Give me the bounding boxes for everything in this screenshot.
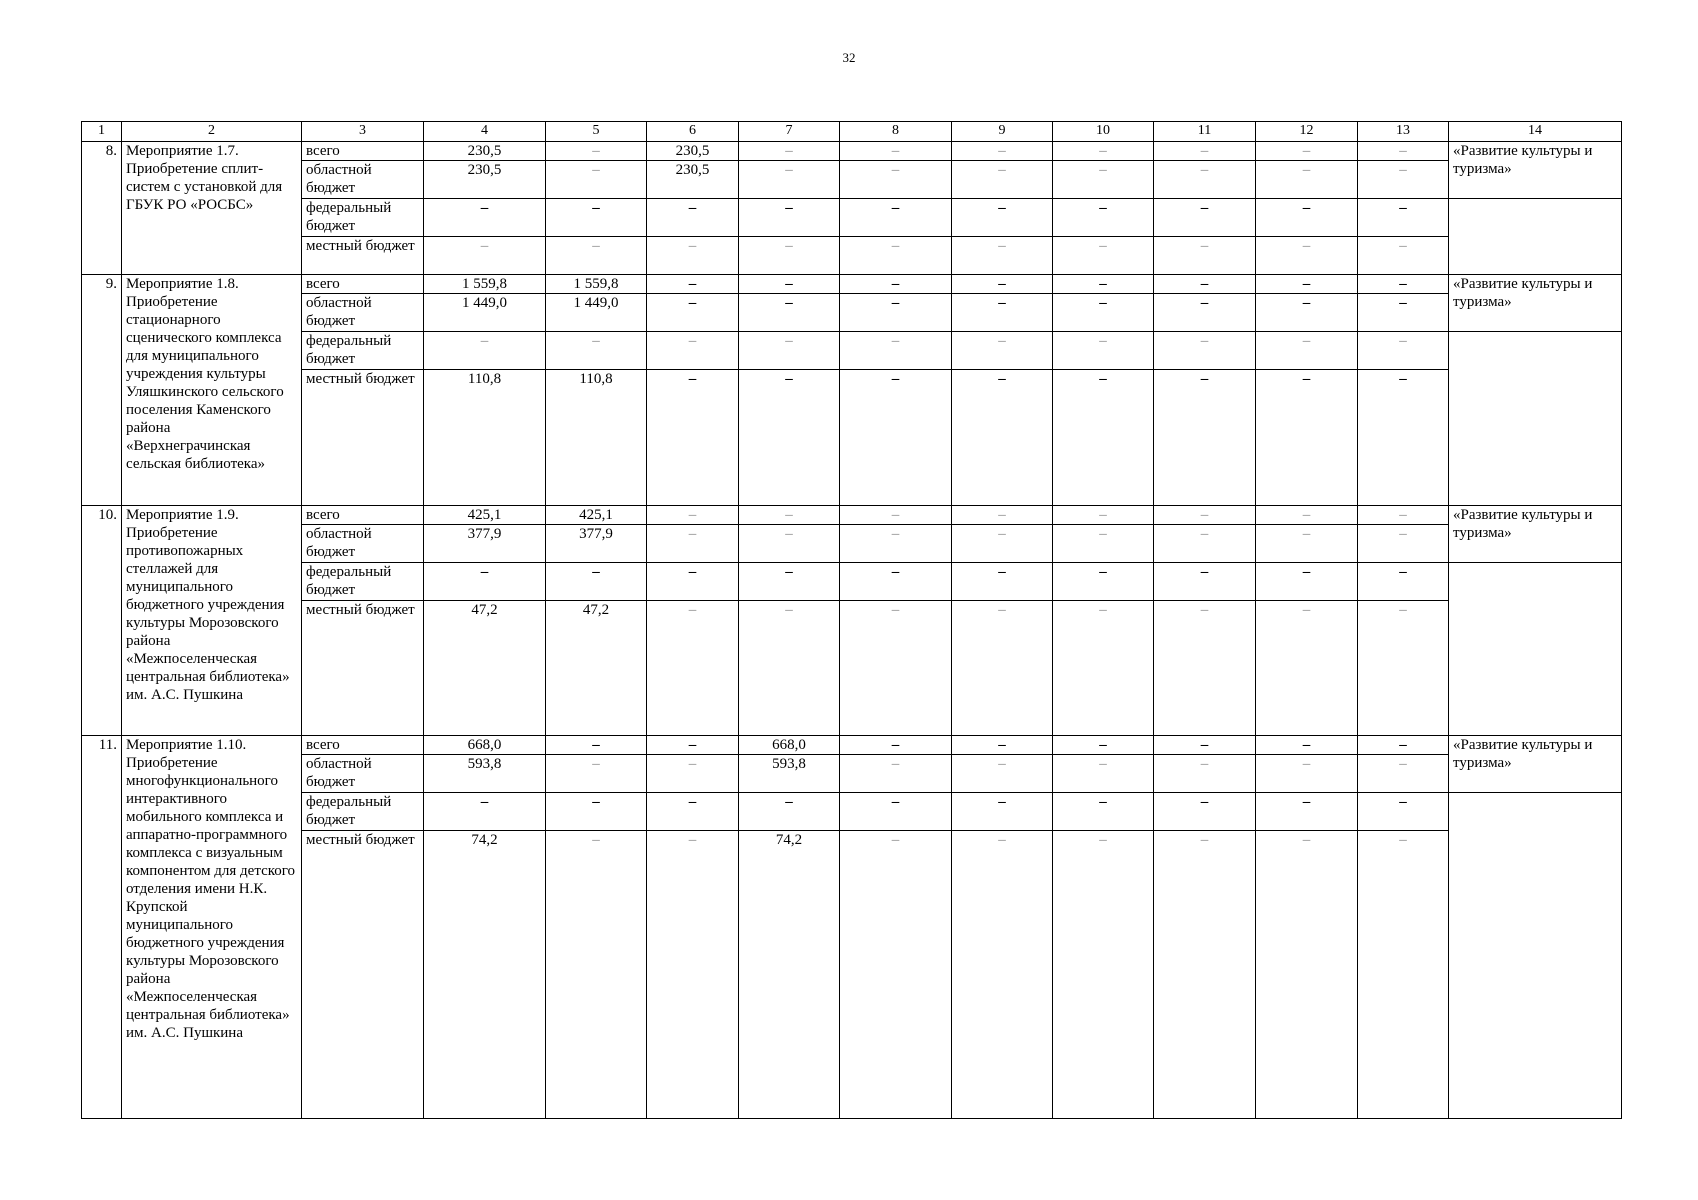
row-number: 8.: [82, 142, 122, 275]
subprogram-name: «Развитие культуры и туризма»: [1449, 275, 1622, 332]
empty-value-cell: –: [647, 199, 739, 237]
subprogram-name: «Развитие культуры и туризма»: [1449, 736, 1622, 793]
empty-value-cell: –: [840, 831, 952, 1119]
empty-value-cell: –: [1358, 755, 1449, 793]
empty-value-cell: –: [546, 831, 647, 1119]
empty-value-cell: –: [1256, 332, 1358, 370]
subprogram-empty-cell: [1449, 793, 1622, 1119]
column-header: 6: [647, 122, 739, 142]
empty-value-cell: –: [1053, 506, 1154, 525]
empty-value-cell: –: [647, 601, 739, 736]
table-row: [82, 142, 1622, 161]
value-cell: 1 559,8: [546, 275, 647, 294]
funding-source: федеральный бюджет: [302, 793, 424, 831]
empty-value-cell: –: [952, 831, 1053, 1119]
value-cell: 668,0: [739, 736, 840, 755]
empty-value-cell: –: [546, 563, 647, 601]
empty-value-cell: –: [546, 332, 647, 370]
empty-value-cell: –: [1053, 525, 1154, 563]
value-cell: 1 559,8: [424, 275, 546, 294]
empty-value-cell: –: [739, 275, 840, 294]
row-number: 11.: [82, 736, 122, 1119]
empty-value-cell: –: [1053, 161, 1154, 199]
empty-value-cell: –: [1154, 736, 1256, 755]
empty-value-cell: –: [1053, 831, 1154, 1119]
empty-value-cell: –: [1256, 506, 1358, 525]
empty-value-cell: –: [952, 736, 1053, 755]
empty-value-cell: –: [424, 563, 546, 601]
empty-value-cell: –: [1154, 755, 1256, 793]
empty-value-cell: –: [1358, 525, 1449, 563]
funding-source: всего: [302, 506, 424, 525]
row-number: 9.: [82, 275, 122, 506]
column-header: 4: [424, 122, 546, 142]
value-cell: 425,1: [546, 506, 647, 525]
empty-value-cell: –: [840, 294, 952, 332]
empty-value-cell: –: [739, 237, 840, 275]
empty-value-cell: –: [739, 793, 840, 831]
empty-value-cell: –: [1358, 370, 1449, 506]
empty-value-cell: –: [546, 142, 647, 161]
column-header: 8: [840, 122, 952, 142]
column-header: 13: [1358, 122, 1449, 142]
value-cell: 377,9: [424, 525, 546, 563]
value-cell: 1 449,0: [546, 294, 647, 332]
subprogram-name: «Развитие культуры и туризма»: [1449, 142, 1622, 199]
table-row: [82, 199, 1622, 237]
empty-value-cell: –: [1256, 525, 1358, 563]
funding-source: местный бюджет: [302, 601, 424, 736]
table-row: [82, 793, 1622, 831]
empty-value-cell: –: [647, 506, 739, 525]
empty-value-cell: –: [1053, 199, 1154, 237]
empty-value-cell: –: [840, 199, 952, 237]
empty-value-cell: –: [424, 199, 546, 237]
empty-value-cell: –: [739, 199, 840, 237]
empty-value-cell: –: [1358, 601, 1449, 736]
empty-value-cell: –: [1256, 601, 1358, 736]
empty-value-cell: –: [1358, 161, 1449, 199]
empty-value-cell: –: [647, 370, 739, 506]
empty-value-cell: –: [952, 142, 1053, 161]
empty-value-cell: –: [1154, 237, 1256, 275]
value-cell: 74,2: [424, 831, 546, 1119]
empty-value-cell: –: [739, 506, 840, 525]
empty-value-cell: –: [546, 199, 647, 237]
empty-value-cell: –: [739, 142, 840, 161]
activity-name: Мероприятие 1.9. Приобретение противопожарных стеллажей для муниципального бюджетного учреждения культуры Морозовского района «Межпоселенческая центральная библиотека» им. А.С. Пушкина: [122, 506, 302, 736]
empty-value-cell: –: [1053, 294, 1154, 332]
empty-value-cell: –: [1154, 199, 1256, 237]
column-header: 12: [1256, 122, 1358, 142]
empty-value-cell: –: [1358, 332, 1449, 370]
empty-value-cell: –: [1358, 736, 1449, 755]
table-row: [82, 736, 1622, 755]
value-cell: 230,5: [647, 161, 739, 199]
empty-value-cell: –: [1358, 237, 1449, 275]
value-cell: 110,8: [546, 370, 647, 506]
empty-value-cell: –: [424, 793, 546, 831]
empty-value-cell: –: [952, 755, 1053, 793]
budget-table: [81, 121, 1622, 1119]
empty-value-cell: –: [647, 275, 739, 294]
empty-value-cell: –: [1154, 831, 1256, 1119]
funding-source: всего: [302, 275, 424, 294]
empty-value-cell: –: [1256, 142, 1358, 161]
subprogram-name: «Развитие культуры и туризма»: [1449, 506, 1622, 563]
subprogram-empty-cell: [1449, 199, 1622, 275]
empty-value-cell: –: [952, 332, 1053, 370]
empty-value-cell: –: [1256, 370, 1358, 506]
empty-value-cell: –: [840, 736, 952, 755]
table-row: [82, 161, 1622, 199]
table-row: [82, 755, 1622, 793]
empty-value-cell: –: [840, 370, 952, 506]
value-cell: 47,2: [546, 601, 647, 736]
funding-source: областной бюджет: [302, 294, 424, 332]
column-header: 11: [1154, 122, 1256, 142]
empty-value-cell: –: [840, 275, 952, 294]
value-cell: 47,2: [424, 601, 546, 736]
column-header: 7: [739, 122, 840, 142]
empty-value-cell: –: [952, 294, 1053, 332]
empty-value-cell: –: [840, 237, 952, 275]
value-cell: 593,8: [424, 755, 546, 793]
funding-source: местный бюджет: [302, 237, 424, 275]
empty-value-cell: –: [1053, 563, 1154, 601]
empty-value-cell: –: [1154, 506, 1256, 525]
empty-value-cell: –: [840, 563, 952, 601]
empty-value-cell: –: [424, 237, 546, 275]
empty-value-cell: –: [952, 161, 1053, 199]
empty-value-cell: –: [1358, 275, 1449, 294]
empty-value-cell: –: [739, 563, 840, 601]
empty-value-cell: –: [840, 755, 952, 793]
empty-value-cell: –: [647, 525, 739, 563]
empty-value-cell: –: [1154, 275, 1256, 294]
subprogram-empty-cell: [1449, 563, 1622, 736]
value-cell: 425,1: [424, 506, 546, 525]
value-cell: 230,5: [424, 142, 546, 161]
empty-value-cell: –: [647, 294, 739, 332]
funding-source: областной бюджет: [302, 525, 424, 563]
empty-value-cell: –: [1256, 275, 1358, 294]
empty-value-cell: –: [1154, 370, 1256, 506]
empty-value-cell: –: [546, 161, 647, 199]
empty-value-cell: –: [952, 563, 1053, 601]
empty-value-cell: –: [647, 793, 739, 831]
empty-value-cell: –: [1154, 294, 1256, 332]
empty-value-cell: –: [1053, 142, 1154, 161]
empty-value-cell: –: [1358, 199, 1449, 237]
table-body: [82, 122, 1622, 1119]
value-cell: 74,2: [739, 831, 840, 1119]
empty-value-cell: –: [840, 332, 952, 370]
page-number: 32: [842, 50, 856, 65]
column-header: 5: [546, 122, 647, 142]
empty-value-cell: –: [647, 237, 739, 275]
empty-value-cell: –: [1053, 793, 1154, 831]
value-cell: 668,0: [424, 736, 546, 755]
empty-value-cell: –: [1154, 142, 1256, 161]
empty-value-cell: –: [1154, 563, 1256, 601]
table-row: [82, 370, 1622, 506]
empty-value-cell: –: [647, 332, 739, 370]
empty-value-cell: –: [739, 294, 840, 332]
funding-source: федеральный бюджет: [302, 563, 424, 601]
column-header: 14: [1449, 122, 1622, 142]
empty-value-cell: –: [952, 793, 1053, 831]
table-row: [82, 275, 1622, 294]
empty-value-cell: –: [1256, 294, 1358, 332]
empty-value-cell: –: [1154, 601, 1256, 736]
value-cell: 593,8: [739, 755, 840, 793]
row-number: 10.: [82, 506, 122, 736]
empty-value-cell: –: [647, 563, 739, 601]
empty-value-cell: –: [1256, 793, 1358, 831]
value-cell: 110,8: [424, 370, 546, 506]
empty-value-cell: –: [739, 161, 840, 199]
empty-value-cell: –: [952, 370, 1053, 506]
empty-value-cell: –: [546, 793, 647, 831]
empty-value-cell: –: [1154, 332, 1256, 370]
column-header: 2: [122, 122, 302, 142]
table-row: [82, 525, 1622, 563]
funding-source: местный бюджет: [302, 370, 424, 506]
empty-value-cell: –: [952, 237, 1053, 275]
empty-value-cell: –: [952, 601, 1053, 736]
funding-source: областной бюджет: [302, 755, 424, 793]
value-cell: 230,5: [647, 142, 739, 161]
table-row: [82, 237, 1622, 275]
empty-value-cell: –: [840, 525, 952, 563]
empty-value-cell: –: [1256, 831, 1358, 1119]
empty-value-cell: –: [840, 142, 952, 161]
empty-value-cell: –: [1053, 332, 1154, 370]
empty-value-cell: –: [1256, 736, 1358, 755]
value-cell: 1 449,0: [424, 294, 546, 332]
funding-source: всего: [302, 736, 424, 755]
empty-value-cell: –: [840, 506, 952, 525]
column-header: 10: [1053, 122, 1154, 142]
empty-value-cell: –: [1053, 601, 1154, 736]
empty-value-cell: –: [1358, 294, 1449, 332]
table-row: [82, 332, 1622, 370]
empty-value-cell: –: [1154, 793, 1256, 831]
empty-value-cell: –: [840, 793, 952, 831]
empty-value-cell: –: [739, 370, 840, 506]
table-row: [82, 294, 1622, 332]
funding-source: федеральный бюджет: [302, 332, 424, 370]
funding-source: местный бюджет: [302, 831, 424, 1119]
empty-value-cell: –: [424, 332, 546, 370]
empty-value-cell: –: [1256, 237, 1358, 275]
table-row: [82, 563, 1622, 601]
empty-value-cell: –: [952, 525, 1053, 563]
empty-value-cell: –: [546, 736, 647, 755]
empty-value-cell: –: [952, 506, 1053, 525]
empty-value-cell: –: [1358, 142, 1449, 161]
empty-value-cell: –: [1358, 831, 1449, 1119]
empty-value-cell: –: [739, 332, 840, 370]
empty-value-cell: –: [1053, 370, 1154, 506]
table-row: [82, 506, 1622, 525]
column-header: 3: [302, 122, 424, 142]
empty-value-cell: –: [546, 237, 647, 275]
empty-value-cell: –: [952, 199, 1053, 237]
empty-value-cell: –: [1256, 563, 1358, 601]
empty-value-cell: –: [647, 755, 739, 793]
empty-value-cell: –: [1256, 755, 1358, 793]
subprogram-empty-cell: [1449, 332, 1622, 506]
value-cell: 377,9: [546, 525, 647, 563]
value-cell: 230,5: [424, 161, 546, 199]
empty-value-cell: –: [1358, 506, 1449, 525]
column-header: 9: [952, 122, 1053, 142]
empty-value-cell: –: [546, 755, 647, 793]
empty-value-cell: –: [1256, 199, 1358, 237]
empty-value-cell: –: [647, 831, 739, 1119]
empty-value-cell: –: [1358, 563, 1449, 601]
activity-name: Мероприятие 1.10. Приобретение многофункционального интерактивного мобильного комплекса и аппаратно-программного комплекса с визуальным компонентом для детского отделения имени Н.К. Крупской муниципального бюджетного учреждения культуры Морозовского района «Межпоселенческая центральная библиотека» им. А.С. Пушкина: [122, 736, 302, 1119]
empty-value-cell: –: [1154, 161, 1256, 199]
empty-value-cell: –: [1256, 161, 1358, 199]
column-header-row: [82, 122, 1622, 142]
empty-value-cell: –: [1053, 736, 1154, 755]
empty-value-cell: –: [647, 736, 739, 755]
empty-value-cell: –: [1053, 755, 1154, 793]
empty-value-cell: –: [739, 525, 840, 563]
empty-value-cell: –: [739, 601, 840, 736]
empty-value-cell: –: [952, 275, 1053, 294]
column-header: 1: [82, 122, 122, 142]
empty-value-cell: –: [1053, 275, 1154, 294]
table-row: [82, 831, 1622, 1119]
activity-name: Мероприятие 1.8. Приобретение стационарного сценического комплекса для муниципального учреждения культуры Уляшкинского сельского поселения Каменского района «Верхнеграчинская сельская библиотека»: [122, 275, 302, 506]
funding-source: всего: [302, 142, 424, 161]
empty-value-cell: –: [1154, 525, 1256, 563]
empty-value-cell: –: [1053, 237, 1154, 275]
funding-source: областной бюджет: [302, 161, 424, 199]
empty-value-cell: –: [840, 161, 952, 199]
table-row: [82, 601, 1622, 736]
funding-source: федеральный бюджет: [302, 199, 424, 237]
activity-name: Мероприятие 1.7. Приобретение сплит-систем с установкой для ГБУК РО «РОСБС»: [122, 142, 302, 275]
empty-value-cell: –: [1358, 793, 1449, 831]
empty-value-cell: –: [840, 601, 952, 736]
